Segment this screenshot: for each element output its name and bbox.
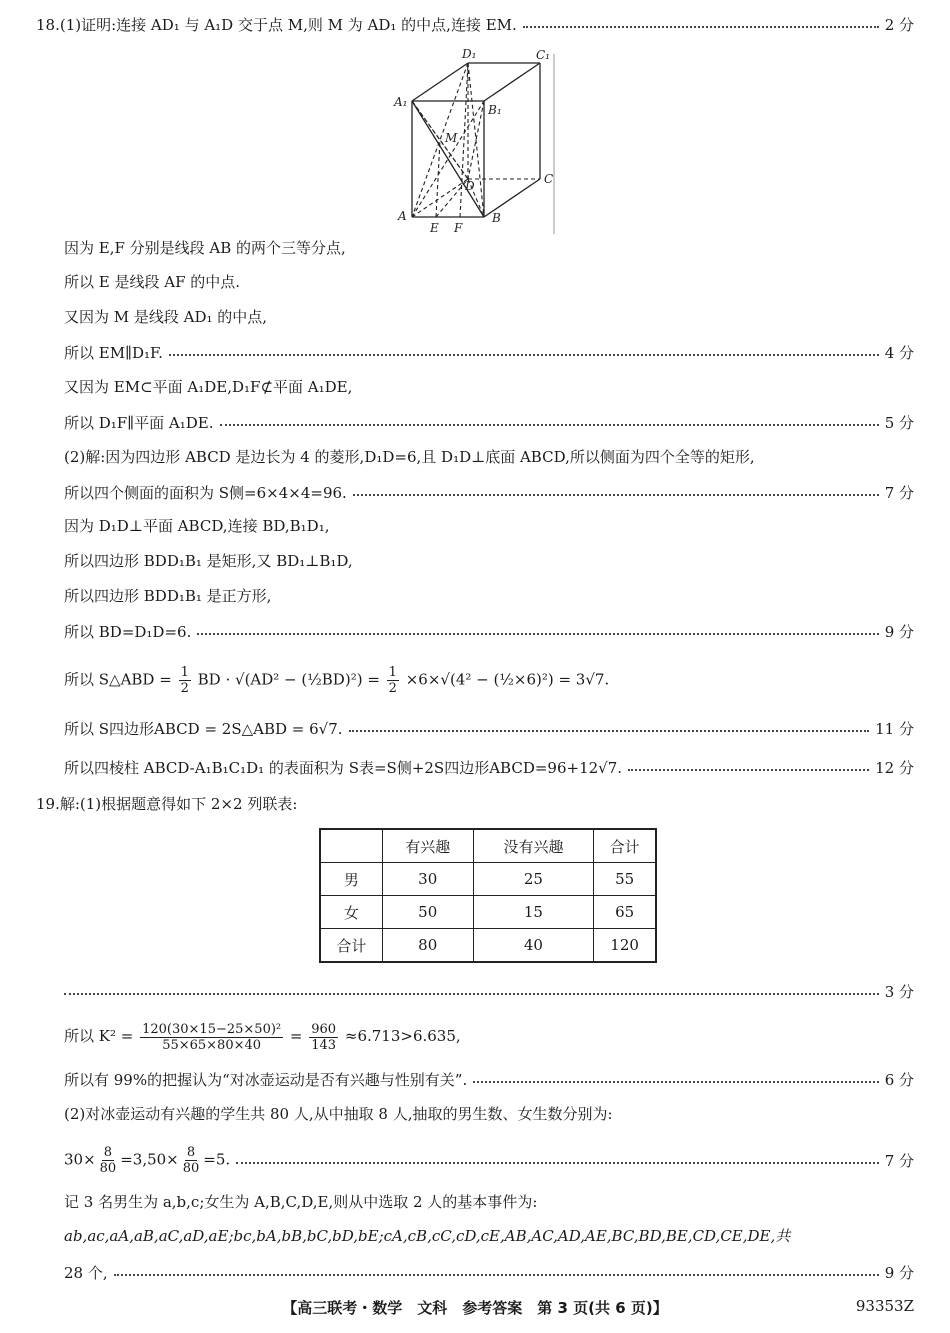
table-cell: 40 bbox=[473, 929, 594, 963]
leader-dots bbox=[236, 1162, 879, 1164]
q18-header-line bbox=[36, 12, 914, 36]
table-cell: 合计 bbox=[594, 829, 656, 863]
q18-header: 18.(1)证明:连接 AD₁ 与 A₁D 交于点 M,则 M 为 AD₁ 的中点,连接 EM. bbox=[36, 15, 517, 34]
table-cell: 15 bbox=[473, 896, 594, 929]
q18-line-15-text: 所以四棱柱 ABCD-A₁B₁C₁D₁ 的表面积为 S表=S侧+2S四边形ABCD=96+12√7. bbox=[64, 758, 623, 777]
q18-line-4 bbox=[64, 340, 914, 364]
numerator: 960 bbox=[311, 1021, 337, 1037]
leader-dots bbox=[349, 730, 870, 732]
score: 9 分 bbox=[884, 1263, 914, 1282]
document-code: 93353Z bbox=[855, 1297, 914, 1315]
leader-dots bbox=[169, 354, 879, 356]
k2-fraction bbox=[140, 1022, 283, 1053]
label-c1: C₁ bbox=[536, 48, 550, 62]
table-row bbox=[320, 896, 656, 929]
denominator: 143 bbox=[311, 1037, 337, 1053]
q19-line-7-text: 28 个, bbox=[64, 1263, 108, 1282]
table-cell: 50 bbox=[382, 896, 473, 929]
formula-part: 所以 S△ABD = bbox=[64, 670, 172, 689]
q19-line-4-text bbox=[64, 1145, 230, 1176]
q18-line-6 bbox=[64, 410, 914, 434]
score: 9 分 bbox=[884, 622, 914, 641]
leader-dots bbox=[220, 424, 879, 426]
q18-line-8 bbox=[64, 480, 914, 504]
q18-line-11: 所以四边形 BDD₁B₁ 是正方形, bbox=[64, 587, 272, 605]
denominator: 80 bbox=[99, 1160, 117, 1176]
prism-figure bbox=[390, 44, 565, 236]
leader-dots bbox=[114, 1274, 879, 1276]
q19-line-4 bbox=[64, 1145, 914, 1175]
score: 6 分 bbox=[884, 1070, 914, 1089]
table-header-row bbox=[320, 829, 656, 863]
label-a1: A₁ bbox=[394, 95, 408, 109]
numerator: 8 bbox=[186, 1144, 196, 1160]
label-b1: B₁ bbox=[488, 103, 502, 117]
formula-part: = bbox=[289, 1027, 303, 1045]
formula-part: 所以 K² = bbox=[64, 1027, 134, 1045]
q18-line-4-text: 所以 EM∥D₁F. bbox=[64, 343, 163, 362]
table-cell: 120 bbox=[594, 929, 656, 963]
table-cell: 65 bbox=[594, 896, 656, 929]
formula-part: =5. bbox=[203, 1150, 231, 1168]
q19-k2-line bbox=[64, 1018, 461, 1054]
table-cell: 没有兴趣 bbox=[473, 829, 594, 863]
table-row bbox=[320, 929, 656, 963]
score: 5 分 bbox=[884, 413, 914, 432]
q18-line-2: 所以 E 是线段 AF 的中点. bbox=[64, 273, 241, 291]
table-cell: 有兴趣 bbox=[382, 829, 473, 863]
denominator: 80 bbox=[182, 1160, 200, 1176]
q18-line-7: (2)解:因为四边形 ABCD 是边长为 4 的菱形,D₁D=6,且 D₁D⊥底面 ABCD,所以侧面为四个全等的矩形, bbox=[64, 448, 755, 466]
q18-line-14-text: 所以 S四边形ABCD = 2S△ABD = 6√7. bbox=[64, 719, 343, 738]
table-cell: 80 bbox=[382, 929, 473, 963]
fraction bbox=[98, 1145, 119, 1176]
score: 7 分 bbox=[884, 1151, 914, 1170]
formula-part: ≈6.713>6.635, bbox=[344, 1027, 461, 1045]
score: 3 分 bbox=[884, 982, 914, 1001]
formula-part: 30× bbox=[64, 1150, 96, 1168]
label-c: C bbox=[544, 172, 554, 186]
q18-line-8-text: 所以四个侧面的面积为 S侧=6×4×4=96. bbox=[64, 483, 347, 502]
page-footer: 【高三联考・数学 文科 参考答案 第 3 页(共 6 页)】 bbox=[282, 1299, 668, 1317]
numerator: 120(30×15−25×50)² bbox=[142, 1021, 282, 1037]
q18-line-15 bbox=[64, 755, 914, 779]
q19-line-7 bbox=[64, 1260, 914, 1284]
table-row bbox=[320, 863, 656, 896]
q19-line-3: (2)对冰壶运动有兴趣的学生共 80 人,从中抽取 8 人,抽取的男生数、女生数分别为: bbox=[64, 1105, 613, 1123]
denominator: 55×65×80×40 bbox=[162, 1037, 262, 1053]
q19-table-score-line bbox=[64, 979, 914, 1003]
leader-dots bbox=[628, 769, 869, 771]
score: 4 分 bbox=[884, 343, 914, 362]
q19-line-2-text: 所以有 99%的把握认为“对冰壶运动是否有兴趣与性别有关”. bbox=[64, 1070, 468, 1089]
table-cell: 合计 bbox=[320, 929, 382, 963]
score: 11 分 bbox=[875, 719, 914, 738]
q18-line-12 bbox=[64, 619, 914, 643]
q18-line-14 bbox=[64, 716, 914, 740]
q18-line-12-text: 所以 BD=D₁D=6. bbox=[64, 622, 192, 641]
formula-part: =3,50× bbox=[120, 1150, 179, 1168]
q18-line-10: 所以四边形 BDD₁B₁ 是矩形,又 BD₁⊥B₁D, bbox=[64, 552, 353, 570]
q18-line-1: 因为 E,F 分别是线段 AB 的两个三等分点, bbox=[64, 239, 346, 257]
q19-line-5: 记 3 名男生为 a,b,c;女生为 A,B,C,D,E,则从中选取 2 人的基本事件为: bbox=[64, 1193, 538, 1211]
q18-line-13 bbox=[64, 665, 610, 696]
q18-line-3: 又因为 M 是线段 AD₁ 的中点, bbox=[64, 308, 268, 326]
formula-part: ×6×√(4² − (½×6)²) = 3√7. bbox=[405, 670, 610, 689]
numerator: 8 bbox=[103, 1144, 113, 1160]
leader-dots bbox=[353, 494, 879, 496]
contingency-table bbox=[319, 828, 657, 963]
table-cell: 55 bbox=[594, 863, 656, 896]
q19-header: 19.解:(1)根据题意得如下 2×2 列联表: bbox=[36, 795, 298, 813]
formula-part: BD · √(AD² − (½BD)²) = bbox=[197, 670, 380, 689]
table-cell bbox=[320, 829, 382, 863]
label-a: A bbox=[398, 209, 407, 223]
leader-dots bbox=[64, 993, 879, 995]
label-e: E bbox=[430, 221, 439, 235]
q19-line-6: ab,ac,aA,aB,aC,aD,aE;bc,bA,bB,bC,bD,bE;cA,cB,cC,cD,cE,AB,AC,AD,AE,BC,BD,BE,CD,CE,DE,共 bbox=[64, 1227, 791, 1245]
leader-dots bbox=[197, 633, 878, 635]
score: 12 分 bbox=[875, 758, 914, 777]
q18-line-6-text: 所以 D₁F∥平面 A₁DE. bbox=[64, 413, 214, 432]
label-b: B bbox=[492, 211, 501, 225]
k2-fraction-2 bbox=[309, 1022, 338, 1053]
table-cell: 女 bbox=[320, 896, 382, 929]
label-d: D bbox=[465, 179, 475, 193]
q18-line-9: 因为 D₁D⊥平面 ABCD,连接 BD,B₁D₁, bbox=[64, 517, 330, 535]
fraction bbox=[181, 1145, 202, 1176]
q18-line-5: 又因为 EM⊂平面 A₁DE,D₁F⊄平面 A₁DE, bbox=[64, 378, 353, 396]
fraction-half: $\frac{1}{2}$ bbox=[180, 665, 189, 696]
fraction-half: $\frac{1}{2}$ bbox=[388, 665, 397, 696]
table-cell: 男 bbox=[320, 863, 382, 896]
q19-line-2 bbox=[64, 1067, 914, 1091]
label-d1: D₁ bbox=[462, 47, 477, 61]
table-cell: 25 bbox=[473, 863, 594, 896]
score: 2 分 bbox=[884, 15, 914, 34]
leader-dots bbox=[523, 26, 879, 28]
table-cell: 30 bbox=[382, 863, 473, 896]
label-f: F bbox=[454, 221, 463, 235]
label-m: M bbox=[445, 131, 458, 145]
leader-dots bbox=[473, 1081, 878, 1083]
score: 7 分 bbox=[884, 483, 914, 502]
